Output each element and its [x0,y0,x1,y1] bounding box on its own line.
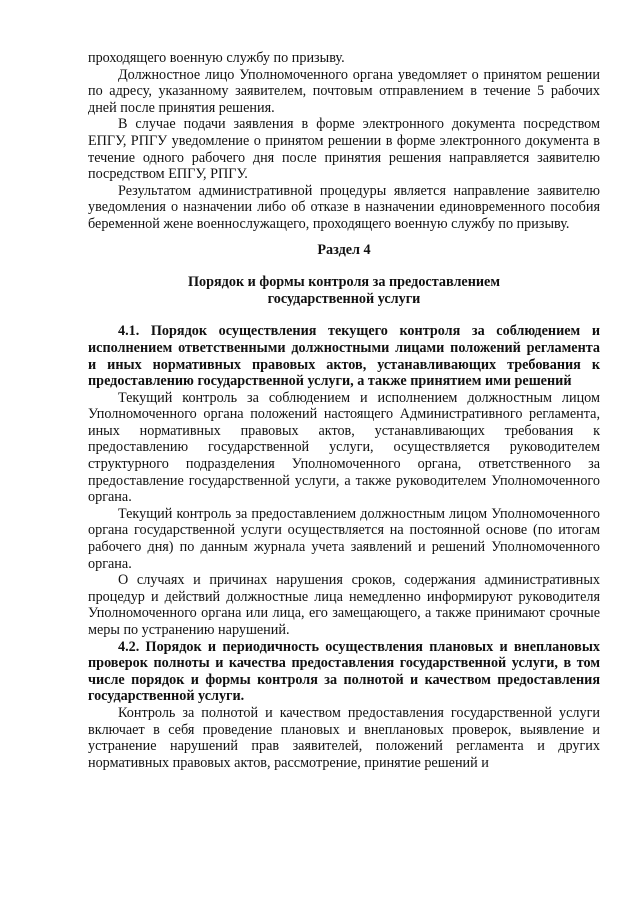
document-page [88,50,600,771]
paragraph: Должностное лицо Уполномоченного органа уведомляет о принятом решении по адресу, указанному заявителем, почтовым отправлением в течение 5 рабочих дней после принятия решения. [88,66,600,116]
section-number: Раздел 4 [317,241,371,258]
paragraph: О случаях и причинах нарушения сроков, содержания административных процедур и действий должностные лица немедленно информируют руководителя Уполномоченного органа или лица, его замещающего, а также принимают срочные меры по устранению нарушений. [88,572,600,638]
subsection-4-1-heading: 4.1. Порядок осуществления текущего контроля за соблюдением и исполнением ответственными должностными лицами положений регламента и иных нормативных правовых актов, устанавливающих требования к предоставлению государственной услуги, а также принятием ими решений [88,323,600,390]
section-title-line-2: государственной услуги [267,290,421,307]
paragraph: Текущий контроль за предоставлением должностным лицом Уполномоченного органа государственной услуги осуществляется на постоянной основе (по итогам рабочего дня) по данным журнала учета заявлений и решений Уполномоченного органа. [88,505,600,572]
section-title-line-1: Порядок и формы контроля за предоставлением [187,274,501,291]
subsection-4-2-heading: 4.2. Порядок и периодичность осуществления плановых и внеплановых проверок полноты и качества предоставления государственной услуги, в том числе порядок и формы контроля за полнотой и качеством предоставления государственной услуги. [88,638,600,705]
paragraph: В случае подачи заявления в форме электронного документа посредством ЕПГУ, РПГУ уведомление о принятом решении в форме электронного документа в течение одного рабочего дня после принятия решения направляется заявителю посредством ЕПГУ, РПГУ. [88,116,600,183]
paragraph: Текущий контроль за соблюдением и исполнением должностным лицом Уполномоченного органа положений настоящего Административного регламента, иных нормативных правовых актов, устанавливающих требования к предоставлению государственной услуги, осуществляется руководителем структурного подразделения Уполномоченного органа, ответственного за предоставление государственной услуги, а также руководителем Уполномоченного органа. [88,389,600,506]
paragraph: Результатом административной процедуры является направление заявителю уведомления о назначении либо об отказе в назначении единовременного пособия беременной жене военнослужащего, проходящего военную службу по призыву. [88,182,600,232]
paragraph: проходящего военную службу по призыву. [88,50,345,66]
paragraph: Контроль за полнотой и качеством предоставления государственной услуги включает в себя проведение плановых и внеплановых проверок, выявление и устранение нарушений прав заявителей, положений регламента и других нормативных правовых актов, рассмотрение, принятие решений и [88,704,600,771]
